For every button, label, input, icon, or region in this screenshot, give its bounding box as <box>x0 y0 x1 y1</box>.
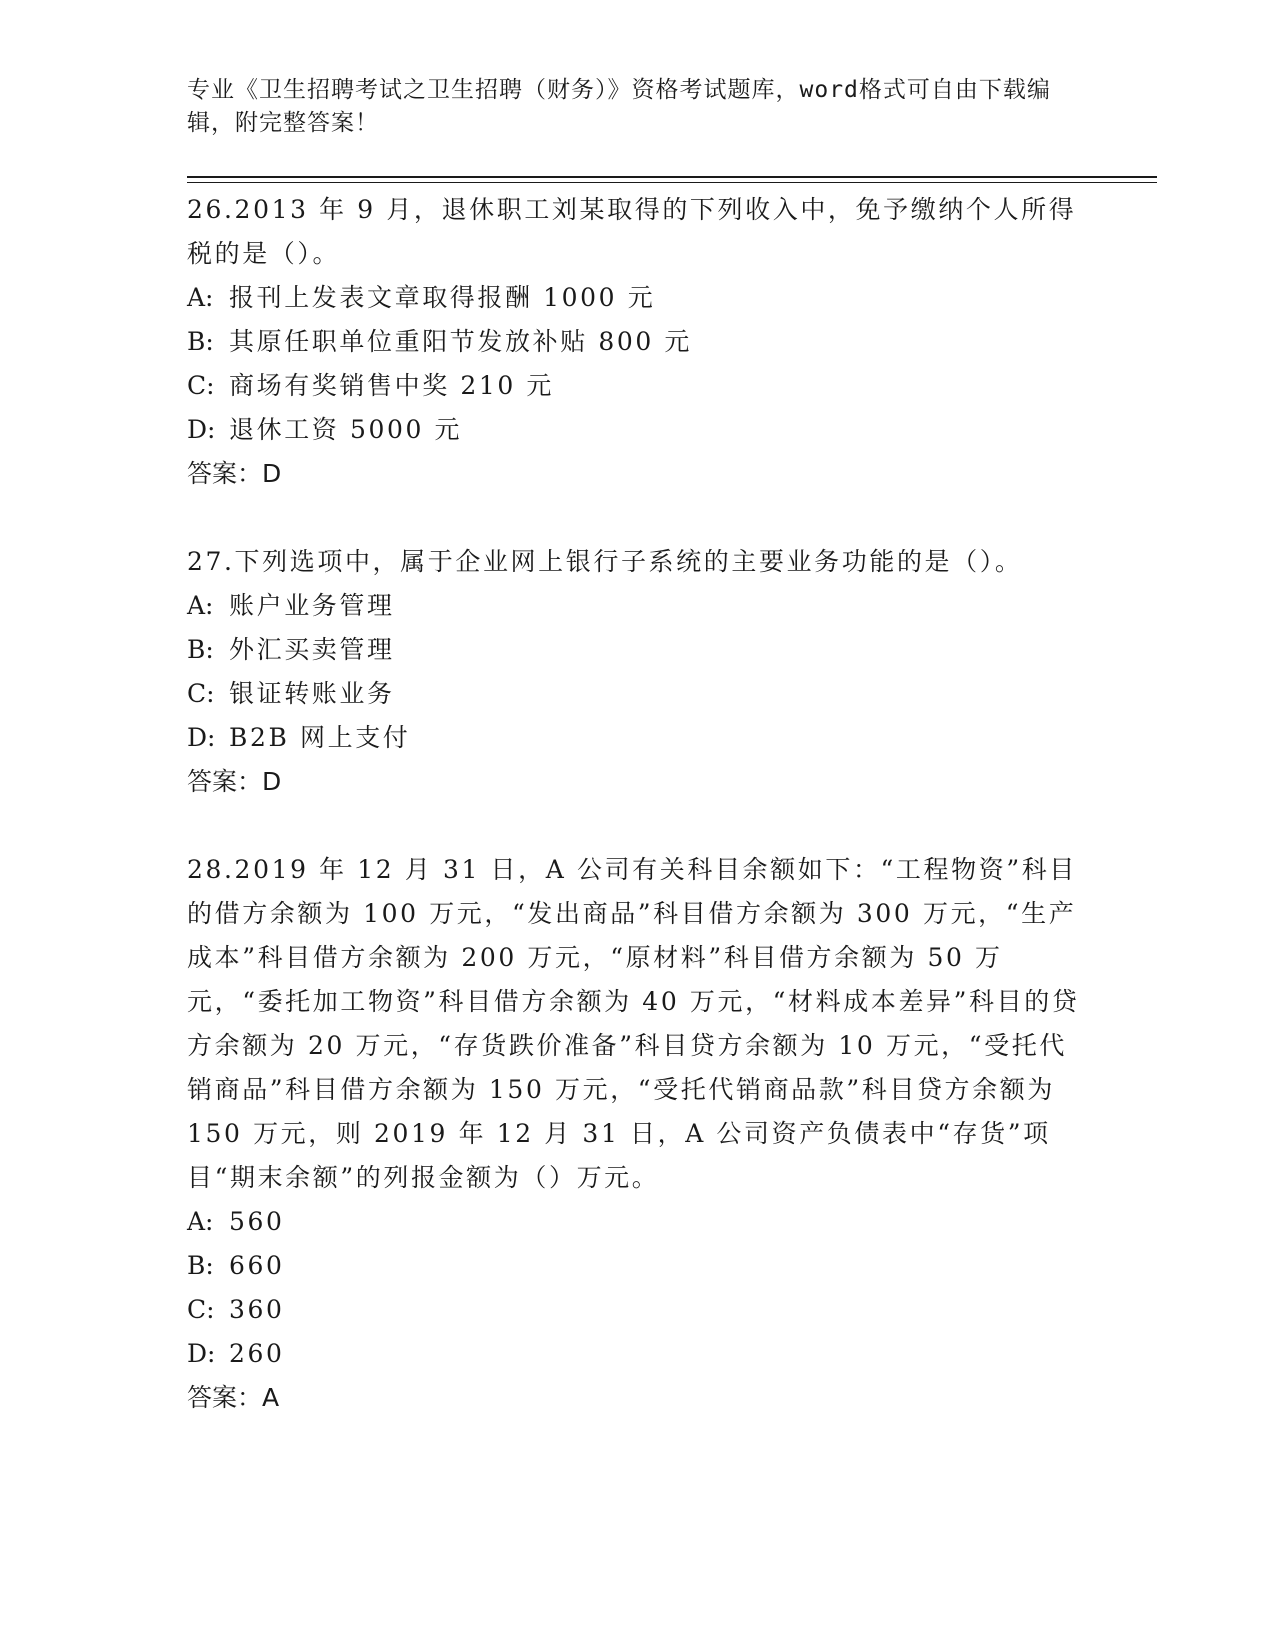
option-b <box>187 320 1087 364</box>
option-text: 360 <box>229 1295 285 1324</box>
option-d <box>187 716 1087 760</box>
question-text: 27.下列选项中，属于企业网上银行子系统的主要业务功能的是（）。 <box>187 547 1023 576</box>
option-text: 660 <box>229 1251 285 1280</box>
option-text: 商场有奖销售中奖 210 元 <box>229 371 555 400</box>
option-text: 银证转账业务 <box>229 679 395 708</box>
option-a <box>187 584 1087 628</box>
option-c <box>187 672 1087 716</box>
option-text: B2B 网上支付 <box>229 723 411 752</box>
option-a <box>187 276 1087 320</box>
option-text: 外汇买卖管理 <box>229 635 395 664</box>
option-a <box>187 1200 1087 1244</box>
question-list <box>187 188 1087 1464</box>
document-header: 专业《卫生招聘考试之卫生招聘（财务）》资格考试题库，word格式可自由下载编辑，附完整答案！ <box>187 77 1051 136</box>
question-text: 26.2013 年 9 月，退休职工刘某取得的下列收入中，免予缴纳个人所得税的是（）。 <box>187 195 1077 268</box>
answer-line: 答案：A <box>187 1383 280 1412</box>
option-label: C: <box>187 1295 215 1324</box>
option-label: A: <box>187 1207 214 1236</box>
question-27 <box>187 540 1087 804</box>
question-28 <box>187 848 1087 1420</box>
option-label: A: <box>187 283 214 312</box>
option-label: C: <box>187 371 215 400</box>
option-c <box>187 364 1087 408</box>
option-text: 报刊上发表文章取得报酬 1000 元 <box>229 283 656 312</box>
option-b <box>187 628 1087 672</box>
option-c <box>187 1288 1087 1332</box>
option-label: A: <box>187 591 214 620</box>
option-label: B: <box>187 1251 214 1280</box>
option-label: C: <box>187 679 215 708</box>
option-label: D: <box>187 1339 216 1368</box>
option-text: 260 <box>229 1339 285 1368</box>
option-label: B: <box>187 327 214 356</box>
option-label: D: <box>187 723 216 752</box>
answer-line: 答案：D <box>187 767 282 796</box>
option-label: D: <box>187 415 216 444</box>
option-b <box>187 1244 1087 1288</box>
question-26 <box>187 188 1087 496</box>
option-d <box>187 1332 1087 1376</box>
question-text: 28.2019 年 12 月 31 日，A 公司有关科目余额如下：“工程物资”科目的借方余额为 100 万元，“发出商品”科目借方余额为 300 万元，“生产成本”科目借方余额为 200 万元，“原材料”科目借方余额为 50 万元，“委托加工物资”科目借方余额为 40 万元，“材料成本差异”科目的贷方余额为 20 万元，“存货跌价准备”科目贷方余额为 10 万元，“受托代销商品”科目借方余额为 150 万元，“受托代销商品款”科目贷方余额为 150 万元，则 2019 年 12 月 31 日，A 公司资产负债表中“存货”项目“期末余额”的列报金额为（）万元。 <box>187 855 1080 1192</box>
option-text: 账户业务管理 <box>229 591 395 620</box>
option-label: B: <box>187 635 214 664</box>
option-text: 其原任职单位重阳节发放补贴 800 元 <box>229 327 693 356</box>
header-divider-thin <box>187 182 1157 183</box>
answer-line: 答案：D <box>187 459 282 488</box>
option-text: 退休工资 5000 元 <box>229 415 463 444</box>
option-d <box>187 408 1087 452</box>
option-text: 560 <box>229 1207 285 1236</box>
header-divider-thick <box>187 176 1157 178</box>
